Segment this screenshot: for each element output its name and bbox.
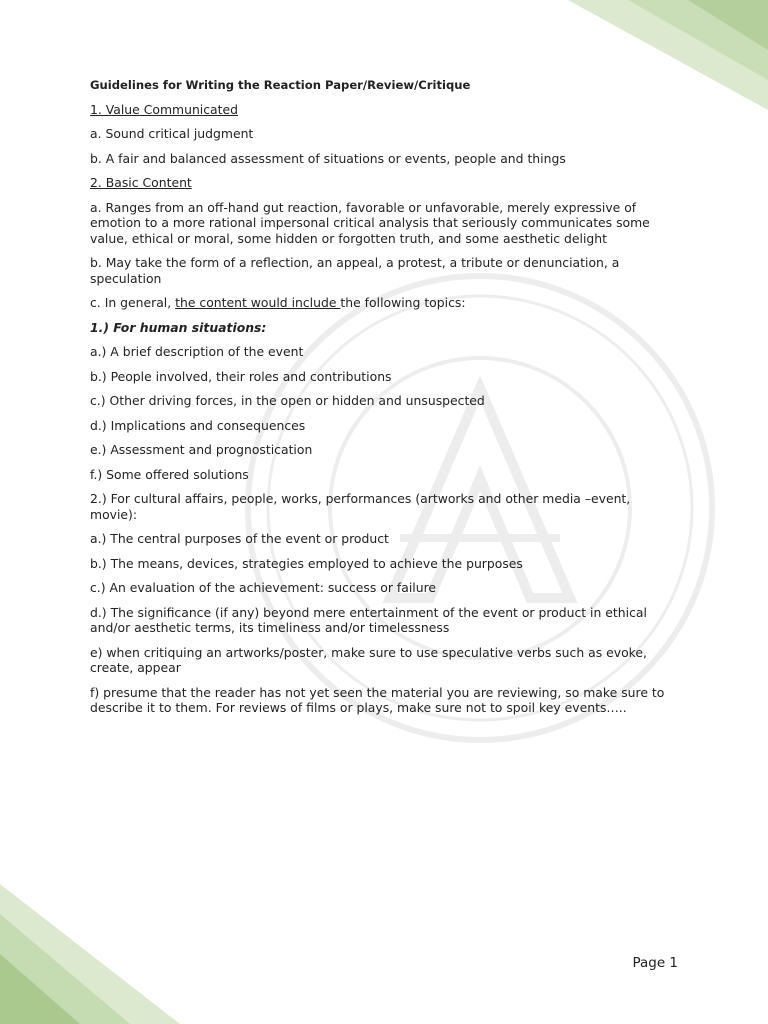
document-body bbox=[90, 78, 680, 725]
section-heading-value-communicated: 1. Value Communicated bbox=[90, 101, 238, 117]
document-title: Guidelines for Writing the Reaction Paper/Review/Critique bbox=[90, 78, 471, 92]
list-item: b. May take the form of a reflection, an appeal, a protest, a tribute or denunciation, a speculation bbox=[90, 255, 620, 286]
list-item: a. Ranges from an off-hand gut reaction, favorable or unfavorable, merely expressive of emotion to a more rational impersonal critical analysis that seriously communicates some value, ethical or moral, some hidden or forgotten truth, and some aesthetic delight bbox=[90, 199, 650, 246]
list-item: d.) Implications and consequences bbox=[90, 417, 306, 433]
list-item: f) presume that the reader has not yet seen the material you are reviewing, so make sure to describe it to them. For reviews of films or plays, make sure not to spoil key events….. bbox=[90, 684, 665, 715]
section-heading-basic-content: 2. Basic Content bbox=[90, 175, 192, 190]
list-item: e.) Assessment and prognostication bbox=[90, 442, 313, 457]
list-item: f.) Some offered solutions bbox=[90, 466, 249, 482]
list-item: c.) Other driving forces, in the open or hidden and unsuspected bbox=[90, 393, 485, 408]
list-item: c. In general, the content would include the following topics: bbox=[90, 295, 466, 310]
list-item: e) when critiquing an artworks/poster, make sure to use speculative verbs such as evoke, create, appear bbox=[90, 644, 647, 675]
list-item: c.) An evaluation of the achievement: success or failure bbox=[90, 580, 437, 595]
list-item: a.) A brief description of the event bbox=[90, 344, 304, 359]
list-item: b. A fair and balanced assessment of situations or events, people and things bbox=[90, 150, 566, 166]
list-item: a. Sound critical judgment bbox=[90, 126, 254, 141]
subheading-cultural-affairs: 2.) For cultural affairs, people, works, performances (artworks and other media –event, movie): bbox=[90, 491, 631, 522]
list-item: a.) The central purposes of the event or product bbox=[90, 531, 389, 546]
subheading-human-situations: 1.) For human situations: bbox=[90, 319, 267, 335]
corner-decoration-bottom-left bbox=[0, 884, 180, 1024]
list-item: b.) People involved, their roles and contributions bbox=[90, 368, 392, 384]
page-number: Page 1 bbox=[632, 955, 678, 971]
list-item: b.) The means, devices, strategies employed to achieve the purposes bbox=[90, 555, 523, 571]
list-item: d.) The significance (if any) beyond mere entertainment of the event or product in ethical and/or aesthetic terms, its timeliness and/or timelessness bbox=[90, 604, 647, 635]
